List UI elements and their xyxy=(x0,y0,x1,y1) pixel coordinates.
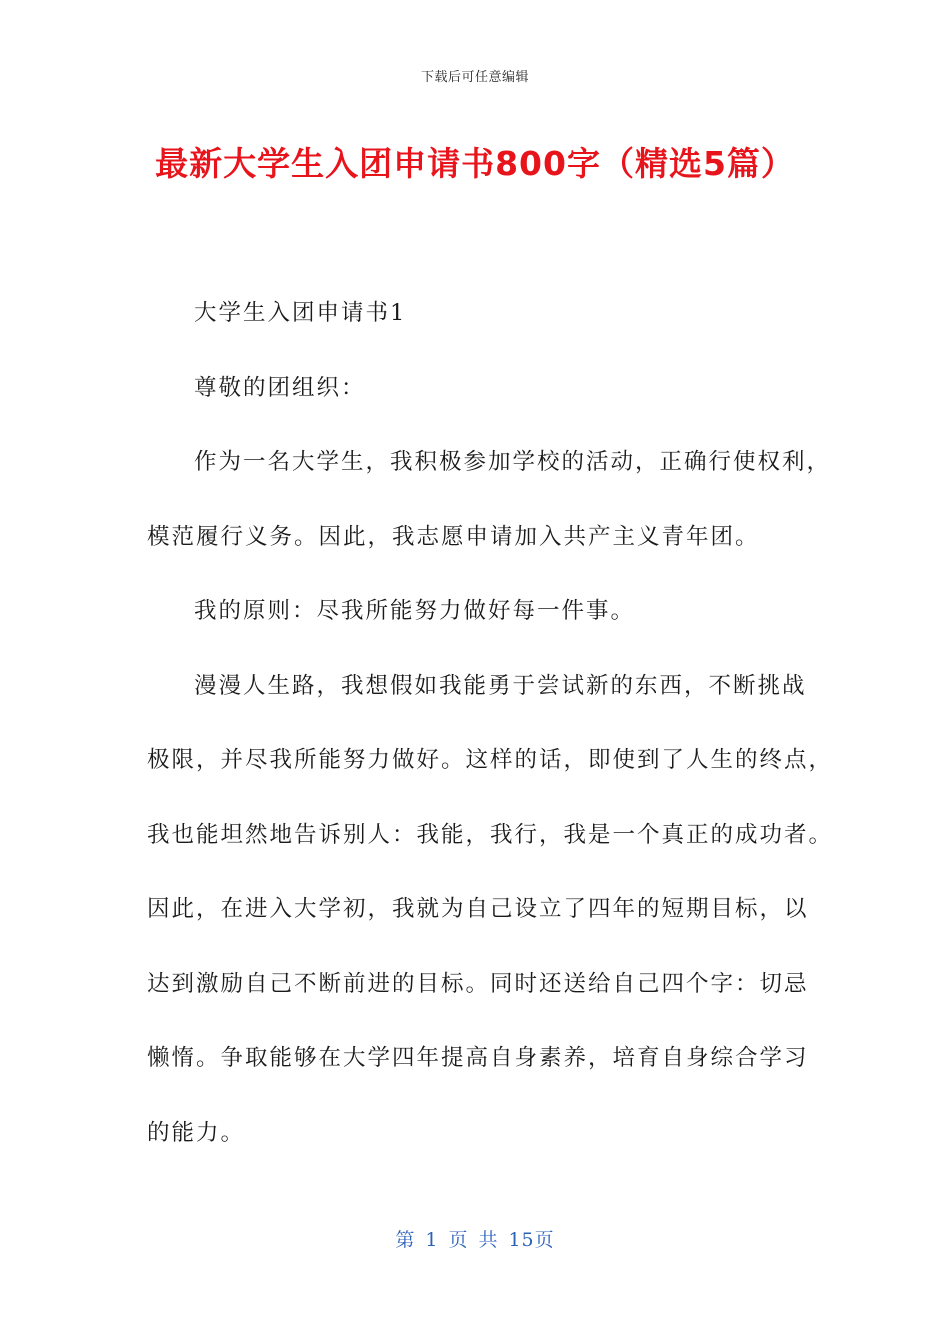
body-line: 尊敬的团组织： xyxy=(194,374,366,401)
body-line: 极限，并尽我所能努力做好。这样的话，即使到了人生的终点， xyxy=(147,747,834,773)
footer-total-unit: 页 xyxy=(534,1229,555,1251)
body-line: 作为一名大学生，我积极参加学校的活动，正确行使权利， xyxy=(194,449,832,475)
body-line: 我也能坦然地告诉别人：我能，我行，我是一个真正的成功者。 xyxy=(147,821,834,848)
footer-total-label: 共 xyxy=(478,1229,499,1251)
body-line: 懒惰。争取能够在大学四年提高自身素养，培育自身综合学习 xyxy=(147,1045,809,1071)
document-body xyxy=(147,276,834,1170)
body-line: 模范履行义务。因此，我志愿申请加入共产主义青年团。 xyxy=(147,523,760,550)
footer-total-pages: 15 xyxy=(508,1229,535,1251)
footer-page-unit: 页 xyxy=(448,1229,469,1251)
footer-current-page: 1 xyxy=(425,1229,439,1251)
body-line: 我的原则：尽我所能努力做好每一件事。 xyxy=(194,598,636,624)
body-line: 大学生入团申请书1 xyxy=(194,300,407,326)
footer-page-label: 第 xyxy=(395,1229,416,1251)
document-title: 最新大学生入团申请书800字（精选5篇） xyxy=(155,144,795,183)
page-number-footer xyxy=(0,1225,950,1252)
body-line: 达到激励自己不断前进的目标。同时还送给自己四个字：切忌 xyxy=(147,970,809,997)
header-note: 下载后可任意编辑 xyxy=(420,70,529,85)
body-line: 漫漫人生路，我想假如我能勇于尝试新的东西，不断挑战 xyxy=(194,672,807,699)
body-line: 的能力。 xyxy=(147,1119,246,1146)
body-line: 因此，在进入大学初，我就为自己设立了四年的短期目标，以 xyxy=(147,896,809,922)
